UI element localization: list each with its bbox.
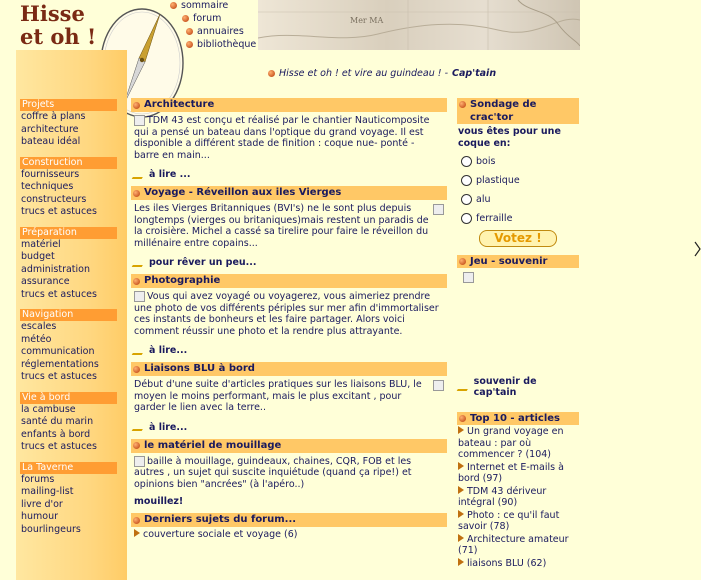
image-placeholder-icon bbox=[463, 272, 474, 283]
nav-item[interactable]: forums bbox=[21, 473, 55, 485]
nav-head-projets[interactable]: Projets bbox=[20, 99, 117, 111]
arrow-icon bbox=[457, 383, 471, 391]
article-voyage bbox=[131, 186, 447, 268]
bullet-icon bbox=[170, 2, 177, 9]
read-more-text: pour rêver un peu... bbox=[149, 257, 257, 268]
slogan-text: Hisse et oh ! et vire au guindeau ! - bbox=[279, 68, 449, 79]
nav-item[interactable]: santé du marin bbox=[21, 416, 94, 427]
poll-option-bois[interactable] bbox=[457, 152, 579, 171]
nav-item[interactable]: bateau idéal bbox=[21, 136, 81, 147]
read-more-text: à lire... bbox=[149, 345, 188, 356]
arrow-icon bbox=[132, 347, 147, 355]
bullet-icon bbox=[133, 190, 140, 197]
vote-button[interactable]: Votez ! bbox=[479, 230, 557, 247]
poll-option-alu[interactable] bbox=[457, 190, 579, 209]
article-column bbox=[131, 98, 447, 565]
read-more-link[interactable] bbox=[134, 169, 447, 180]
radio-button[interactable] bbox=[461, 213, 472, 224]
nav-item[interactable]: trucs et astuces bbox=[21, 288, 97, 300]
top-menu-label: sommaire bbox=[181, 0, 229, 11]
article-liaisons-blu bbox=[131, 362, 447, 433]
read-more-link[interactable] bbox=[134, 257, 447, 268]
top10-item[interactable] bbox=[458, 486, 579, 509]
game-title bbox=[457, 255, 579, 268]
article-title-text: le matériel de mouillage bbox=[144, 439, 282, 451]
article-summary-text: Vous qui avez voyagé ou voyagerez, vous aimeriez prendre une photo de vos différents périples sur mer afin d'immortaliser ces instants de bonheurs et les faire partager. Alors voici comment réussir une photo et la rendre plus attrayante. bbox=[134, 291, 439, 337]
article-summary bbox=[131, 112, 447, 161]
article-summary bbox=[131, 376, 447, 414]
nav-item[interactable]: mailing-list bbox=[21, 486, 74, 497]
nav-item[interactable]: assurance bbox=[21, 276, 70, 287]
nav-head-vie-a-bord[interactable]: Vie à bord bbox=[20, 392, 117, 404]
top10-item-text: liaisons BLU (62) bbox=[467, 557, 547, 569]
slogan bbox=[268, 68, 496, 79]
nav-item[interactable]: livre d'or bbox=[21, 498, 63, 510]
article-title-text: Derniers sujets du forum... bbox=[144, 514, 297, 525]
triangle-bullet-icon bbox=[458, 534, 464, 542]
forum-topic-text: couverture sociale et voyage (6) bbox=[143, 529, 298, 540]
top10-item[interactable] bbox=[458, 510, 579, 533]
poll-question: vous êtes pour une coque en: bbox=[458, 126, 561, 149]
top10-item[interactable] bbox=[458, 426, 579, 461]
bullet-icon bbox=[459, 415, 466, 422]
poll-title bbox=[457, 98, 579, 124]
article-title[interactable] bbox=[131, 362, 447, 376]
article-summary-text: TDM 43 est conçu et réalisé par le chantier Nauticomposite qui a pensé un bateau dans l'optique du grand voyage. Il est disponible a différent stade de finition : coque nue- ponté - barre en main... bbox=[134, 115, 430, 161]
top-menu-label: annuaires bbox=[197, 26, 244, 37]
top10-item-text: Architecture amateur (71) bbox=[458, 533, 569, 556]
bullet-icon bbox=[459, 101, 466, 108]
triangle-bullet-icon bbox=[134, 529, 140, 537]
article-mouillage bbox=[131, 439, 447, 508]
top-menu bbox=[170, 0, 256, 51]
read-more-link[interactable] bbox=[134, 496, 447, 507]
slogan-author: Cap'tain bbox=[452, 68, 497, 79]
article-architecture bbox=[131, 98, 447, 180]
image-placeholder-icon bbox=[433, 380, 444, 391]
forum-latest bbox=[131, 513, 447, 559]
read-more-text: mouillez! bbox=[134, 496, 184, 507]
game-title-text: Jeu - souvenir bbox=[470, 256, 548, 267]
radio-button[interactable] bbox=[461, 175, 472, 186]
top10-item-text: Un grand voyage en bateau : par où commencer ? (104) bbox=[458, 426, 564, 460]
top10-title-text: Top 10 - articles bbox=[470, 413, 561, 424]
bullet-icon bbox=[186, 41, 193, 48]
top-menu-label: forum bbox=[193, 13, 222, 24]
right-column bbox=[457, 98, 579, 570]
nav-item[interactable]: constructeurs bbox=[21, 193, 87, 205]
article-title[interactable] bbox=[131, 98, 447, 112]
bullet-icon bbox=[133, 517, 140, 524]
article-summary bbox=[131, 200, 447, 249]
poll-title-text: Sondage de crac'tor bbox=[470, 99, 537, 123]
triangle-bullet-icon bbox=[458, 462, 464, 470]
top10-title bbox=[457, 412, 579, 425]
triangle-bullet-icon bbox=[458, 426, 464, 434]
read-more-link[interactable] bbox=[134, 345, 447, 356]
triangle-bullet-icon bbox=[458, 558, 464, 566]
map-label: Mer MA bbox=[350, 16, 384, 25]
nav-head-la-taverne[interactable]: La Taverne bbox=[20, 462, 117, 474]
arrow-icon bbox=[132, 259, 147, 267]
game-link-text: souvenir de cap'tain bbox=[473, 376, 537, 398]
poll-option-label: bois bbox=[476, 156, 496, 167]
triangle-bullet-icon bbox=[458, 486, 464, 494]
mouse-cursor-icon bbox=[694, 241, 701, 257]
top10-item-text: Internet et E-mails à bord (97) bbox=[458, 461, 564, 484]
forum-topic[interactable] bbox=[131, 527, 447, 559]
article-summary-text: baille à mouillage, guindeaux, chaines, CQR, FOB et les autres , un sujet qui suscite inquiétude (quand ça ripe!) et opinions bien "ancrées" (à l'apéro..) bbox=[134, 455, 412, 490]
bullet-icon bbox=[459, 258, 466, 265]
bullet-icon bbox=[133, 278, 140, 285]
poll-option-label: ferraille bbox=[476, 213, 513, 224]
nav-item[interactable]: météo bbox=[21, 333, 52, 345]
read-more-text: à lire... bbox=[149, 421, 188, 433]
article-summary-text: Début d'une suite d'articles pratiques sur les liaisons BLU, le moyen le moins performant, mais le plus excitant , pour garder le lien avec la terre.. bbox=[134, 379, 422, 413]
nav-item[interactable]: trucs et astuces bbox=[21, 441, 97, 452]
article-title-text: Voyage - Réveillon aux iles Vierges bbox=[144, 187, 342, 198]
bullet-icon bbox=[182, 15, 189, 22]
top-menu-bibliotheque[interactable] bbox=[186, 38, 256, 51]
radio-button[interactable] bbox=[461, 156, 472, 167]
bullet-icon bbox=[268, 70, 275, 77]
game-link[interactable] bbox=[459, 376, 579, 398]
bullet-icon bbox=[133, 102, 140, 109]
nautical-map-banner bbox=[258, 0, 580, 50]
arrow-icon bbox=[132, 171, 147, 179]
article-title-text: Photographie bbox=[144, 275, 221, 286]
triangle-bullet-icon bbox=[458, 510, 464, 518]
nav-item[interactable]: escales bbox=[21, 321, 57, 332]
nav-item[interactable]: fournisseurs bbox=[21, 168, 80, 180]
top10-item[interactable] bbox=[458, 558, 579, 570]
nav-item[interactable]: matériel bbox=[21, 238, 61, 250]
article-title-text: Architecture bbox=[144, 99, 215, 110]
nav-item[interactable]: la cambuse bbox=[21, 403, 76, 415]
poll-option-label: plastique bbox=[476, 175, 520, 186]
top10-item[interactable] bbox=[458, 462, 579, 485]
logo-line-2: et oh ! bbox=[20, 24, 97, 49]
article-title-text: Liaisons BLU à bord bbox=[144, 363, 255, 374]
nav-item[interactable]: réglementations bbox=[21, 358, 99, 370]
article-title[interactable] bbox=[131, 513, 447, 527]
read-more-link[interactable] bbox=[134, 422, 447, 433]
nav-item[interactable]: budget bbox=[21, 251, 55, 262]
nav-head-preparation[interactable]: Préparation bbox=[20, 227, 117, 239]
arrow-icon bbox=[132, 423, 147, 431]
article-title[interactable] bbox=[131, 274, 447, 288]
nav-item[interactable]: trucs et astuces bbox=[21, 206, 97, 217]
bullet-icon bbox=[133, 442, 140, 449]
read-more-text: à lire ... bbox=[149, 169, 191, 180]
nav-item[interactable]: architecture bbox=[21, 123, 79, 135]
article-title[interactable] bbox=[131, 186, 447, 200]
nav-item[interactable]: coffre à plans bbox=[21, 111, 86, 122]
nav-item[interactable]: bourlingeurs bbox=[21, 523, 81, 535]
site-logo[interactable] bbox=[20, 2, 96, 48]
article-summary-text: Les iles Vierges Britanniques (BVI's) ne le sont plus depuis longtemps (vierges ou britaniques)mais restent un paradis de la croisière. Michel a cassé sa tirelire pour faire le réveillon du millénaire entre copains... bbox=[134, 203, 429, 249]
article-summary bbox=[131, 453, 447, 491]
nav-item[interactable]: enfants à bord bbox=[21, 428, 91, 440]
top-menu-annuaires[interactable] bbox=[186, 25, 256, 38]
radio-button[interactable] bbox=[461, 194, 472, 205]
nav-item[interactable]: trucs et astuces bbox=[21, 371, 97, 382]
game-image-area bbox=[457, 268, 579, 376]
nav-item[interactable]: techniques bbox=[21, 181, 74, 192]
image-placeholder-icon bbox=[134, 456, 145, 467]
image-placeholder-icon bbox=[134, 291, 145, 302]
left-nav bbox=[20, 99, 117, 536]
nav-item[interactable]: administration bbox=[21, 263, 91, 275]
top10-item-text: Photo : ce qu'il faut savoir (78) bbox=[458, 509, 560, 532]
nav-item[interactable]: communication bbox=[21, 346, 95, 357]
logo-line-1: Hisse bbox=[20, 1, 85, 26]
article-title[interactable] bbox=[131, 439, 447, 453]
top-menu-forum[interactable] bbox=[182, 12, 256, 25]
nav-head-navigation[interactable]: Navigation bbox=[20, 309, 117, 321]
top10-item-text: TDM 43 dériveur intégral (90) bbox=[458, 485, 547, 508]
top10-item[interactable] bbox=[458, 534, 579, 557]
poll-option-label: alu bbox=[476, 194, 491, 205]
image-placeholder-icon bbox=[433, 204, 444, 215]
poll-option-ferraille[interactable] bbox=[457, 209, 579, 228]
poll-option-plastique[interactable] bbox=[457, 171, 579, 190]
image-placeholder-icon bbox=[134, 115, 145, 126]
top-menu-label: bibliothèque bbox=[197, 39, 257, 50]
nav-head-construction[interactable]: Construction bbox=[20, 157, 117, 169]
bullet-icon bbox=[133, 366, 140, 373]
article-photographie bbox=[131, 274, 447, 356]
nav-item[interactable]: humour bbox=[21, 511, 59, 522]
bullet-icon bbox=[186, 28, 193, 35]
article-summary bbox=[131, 288, 447, 337]
top-menu-sommaire[interactable] bbox=[170, 0, 256, 12]
